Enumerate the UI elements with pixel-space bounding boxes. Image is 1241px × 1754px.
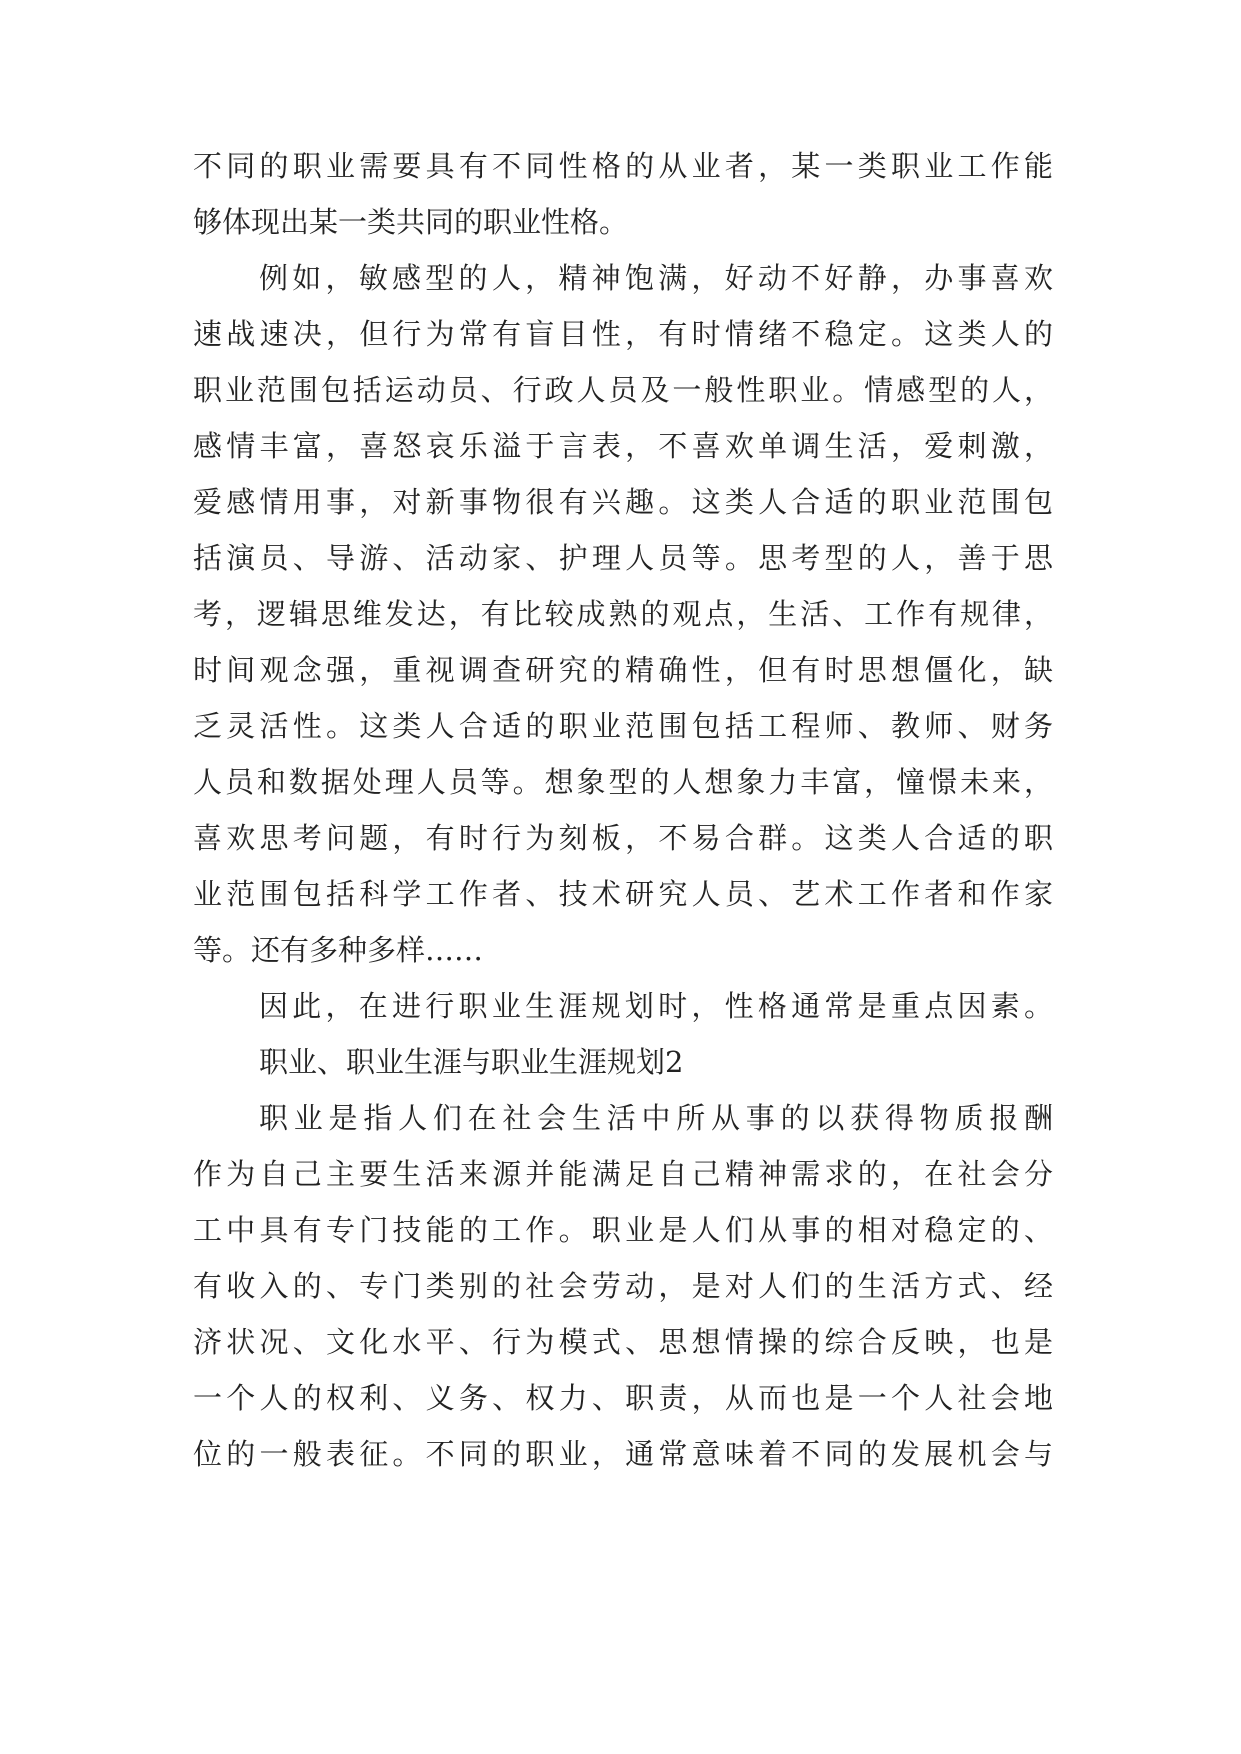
text-line: 考，逻辑思维发达，有比较成熟的观点，生活、工作有规律，: [193, 597, 1053, 631]
text-line: 业范围包括科学工作者、技术研究人员、艺术工作者和作家: [193, 877, 1053, 911]
section-heading: 职业、职业生涯与职业生涯规划2: [259, 1045, 684, 1079]
text-line: 作为自己主要生活来源并能满足自己精神需求的，在社会分: [193, 1157, 1053, 1191]
text-line: 喜欢思考问题，有时行为刻板，不易合群。这类人合适的职: [193, 821, 1053, 855]
text-line: 不同的职业需要具有不同性格的从业者，某一类职业工作能: [193, 149, 1053, 183]
paragraph-first-line: 因此，在进行职业生涯规划时，性格通常是重点因素。: [259, 989, 1053, 1023]
text-line: 位的一般表征。不同的职业，通常意味着不同的发展机会与: [193, 1437, 1053, 1471]
text-line: 济状况、文化水平、行为模式、思想情操的综合反映，也是: [193, 1325, 1053, 1359]
text-line: 感情丰富，喜怒哀乐溢于言表，不喜欢单调生活，爱刺激，: [193, 429, 1053, 463]
text-line: 工中具有专门技能的工作。职业是人们从事的相对稳定的、: [193, 1213, 1053, 1247]
paragraph-first-line: 例如，敏感型的人，精神饱满，好动不好静，办事喜欢: [259, 261, 1053, 295]
text-line: 时间观念强，重视调查研究的精确性，但有时思想僵化，缺: [193, 653, 1053, 687]
text-line: 有收入的、专门类别的社会劳动，是对人们的生活方式、经: [193, 1269, 1053, 1303]
text-line: 速战速决，但行为常有盲目性，有时情绪不稳定。这类人的: [193, 317, 1053, 351]
text-line: 一个人的权利、义务、权力、职责，从而也是一个人社会地: [193, 1381, 1053, 1415]
paragraph-first-line: 职业是指人们在社会生活中所从事的以获得物质报酬: [259, 1101, 1053, 1135]
text-line: 等。还有多种多样……: [193, 933, 484, 967]
text-line: 职业范围包括运动员、行政人员及一般性职业。情感型的人，: [193, 373, 1053, 407]
text-line: 爱感情用事，对新事物很有兴趣。这类人合适的职业范围包: [193, 485, 1053, 519]
text-line: 人员和数据处理人员等。想象型的人想象力丰富，憧憬未来，: [193, 765, 1053, 799]
text-line: 乏灵活性。这类人合适的职业范围包括工程师、教师、财务: [193, 709, 1053, 743]
text-line: 够体现出某一类共同的职业性格。: [193, 205, 629, 239]
text-line: 括演员、导游、活动家、护理人员等。思考型的人，善于思: [193, 541, 1053, 575]
